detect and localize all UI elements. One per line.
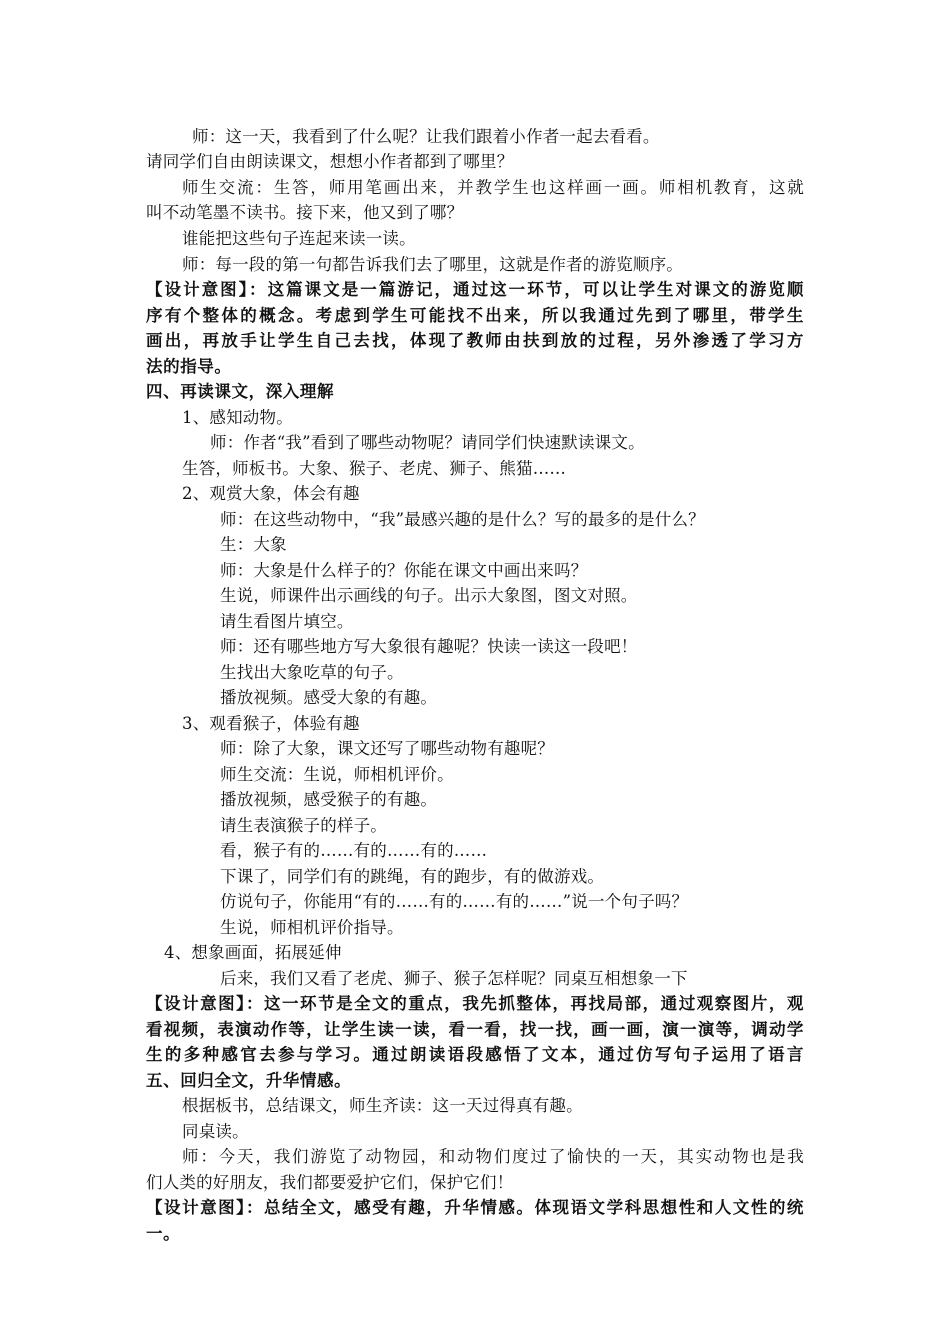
text-line: 仿说句子，你能用“有的……有的……有的……”说一个句子吗？ bbox=[220, 892, 689, 911]
text-line: 4、想象画面，拓展延伸 bbox=[164, 943, 342, 962]
design-intent-line: 一。 bbox=[146, 1224, 181, 1243]
text-line: 播放视频。感受大象的有趣。 bbox=[220, 688, 438, 707]
text-line: 师生交流：生说，师相机评价。 bbox=[220, 765, 454, 784]
design-intent-line: 画出，再放手让学生自己去找，体现了教师由扶到放的过程，另外渗透了学习方 bbox=[146, 331, 804, 350]
text-line: 生：大象 bbox=[220, 535, 287, 554]
text-line: 请生表演猴子的样子。 bbox=[220, 816, 387, 835]
design-intent-line: 生的多种感官去参与学习。通过朗读语段感悟了文本，通过仿写句子运用了语言 bbox=[146, 1045, 804, 1064]
text-line: 根据板书，总结课文，师生齐读：这一天过得真有趣。 bbox=[182, 1096, 583, 1115]
text-line: 请同学们自由朗读课文，想想小作者都到了哪里？ bbox=[146, 152, 514, 171]
text-line: 生说，师相机评价指导。 bbox=[220, 918, 404, 937]
text-line: 生说，师课件出示画线的句子。出示大象图，图文对照。 bbox=[220, 586, 638, 605]
text-line: 下课了，同学们有的跳绳，有的跑步，有的做游戏。 bbox=[220, 867, 605, 886]
text-line: 师：除了大象，课文还写了哪些动物有趣呢？ bbox=[220, 739, 554, 758]
design-intent-line: 【设计意图】：总结全文，感受有趣，升华情感。体现语文学科思想性和人文性的统 bbox=[146, 1198, 804, 1217]
design-intent-line: 看视频，表演动作等，让学生读一读，看一看，找一找，画一画，演一演等，调动学 bbox=[146, 1020, 804, 1039]
text-line: 师：大象是什么样子的？你能在课文中画出来吗？ bbox=[220, 561, 588, 580]
section-heading: 四、再读课文，深入理解 bbox=[146, 382, 335, 401]
text-line: 1、感知动物。 bbox=[182, 408, 293, 427]
text-line: 后来，我们又看了老虎、狮子、猴子怎样呢？同桌互相想象一下 bbox=[220, 969, 688, 988]
text-line: 师：在这些动物中，“我”最感兴趣的是什么？写的最多的是什么？ bbox=[220, 510, 705, 529]
design-intent-line: 【设计意图】：这篇课文是一篇游记，通过这一环节，可以让学生对课文的游览顺 bbox=[146, 280, 804, 299]
text-line: 师：还有哪些地方写大象很有趣呢？快读一读这一段吧！ bbox=[220, 637, 638, 656]
text-line: 2、观赏大象，体会有趣 bbox=[182, 484, 360, 503]
text-line: 请生看图片填空。 bbox=[220, 612, 354, 631]
section-heading: 五、回归全文，升华情感。 bbox=[146, 1071, 352, 1090]
text-line: 生答，师板书。大象、猴子、老虎、狮子、熊猫…… bbox=[182, 459, 567, 478]
text-line: 们人类的好朋友，我们都要爱护它们，保护它们！ bbox=[146, 1173, 514, 1192]
design-intent-line: 【设计意图】：这一环节是全文的重点，我先抓整体，再找局部，通过观察图片，观 bbox=[146, 994, 804, 1013]
text-line: 叫不动笔墨不读书。接下来，他又到了哪？ bbox=[146, 203, 464, 222]
text-line: 同桌读。 bbox=[182, 1122, 249, 1141]
text-line: 师生交流：生答，师用笔画出来，并教学生也这样画一画。师相机教育，这就 bbox=[182, 178, 804, 197]
text-line: 生找出大象吃草的句子。 bbox=[220, 663, 404, 682]
text-line: 师：这一天，我看到了什么呢？让我们跟着小作者一起去看看。 bbox=[192, 127, 660, 146]
text-line: 播放视频，感受猴子的有趣。 bbox=[220, 790, 438, 809]
design-intent-line: 序有个整体的概念。考虑到学生可能找不出来，所以我通过先到了哪里，带学生 bbox=[146, 306, 804, 325]
text-line: 3、观看猴子，体验有趣 bbox=[182, 714, 360, 733]
design-intent-line: 法的指导。 bbox=[146, 357, 232, 376]
text-line: 谁能把这些句子连起来读一读。 bbox=[182, 229, 416, 248]
text-line: 师：作者“我”看到了哪些动物呢？请同学们快速默读课文。 bbox=[210, 433, 645, 452]
text-line: 师：今天，我们游览了动物园，和动物们度过了愉快的一天，其实动物也是我 bbox=[182, 1147, 804, 1166]
text-line: 看，猴子有的……有的……有的…… bbox=[220, 841, 488, 860]
text-line: 师：每一段的第一句都告诉我们去了哪里，这就是作者的游览顺序。 bbox=[182, 255, 683, 274]
